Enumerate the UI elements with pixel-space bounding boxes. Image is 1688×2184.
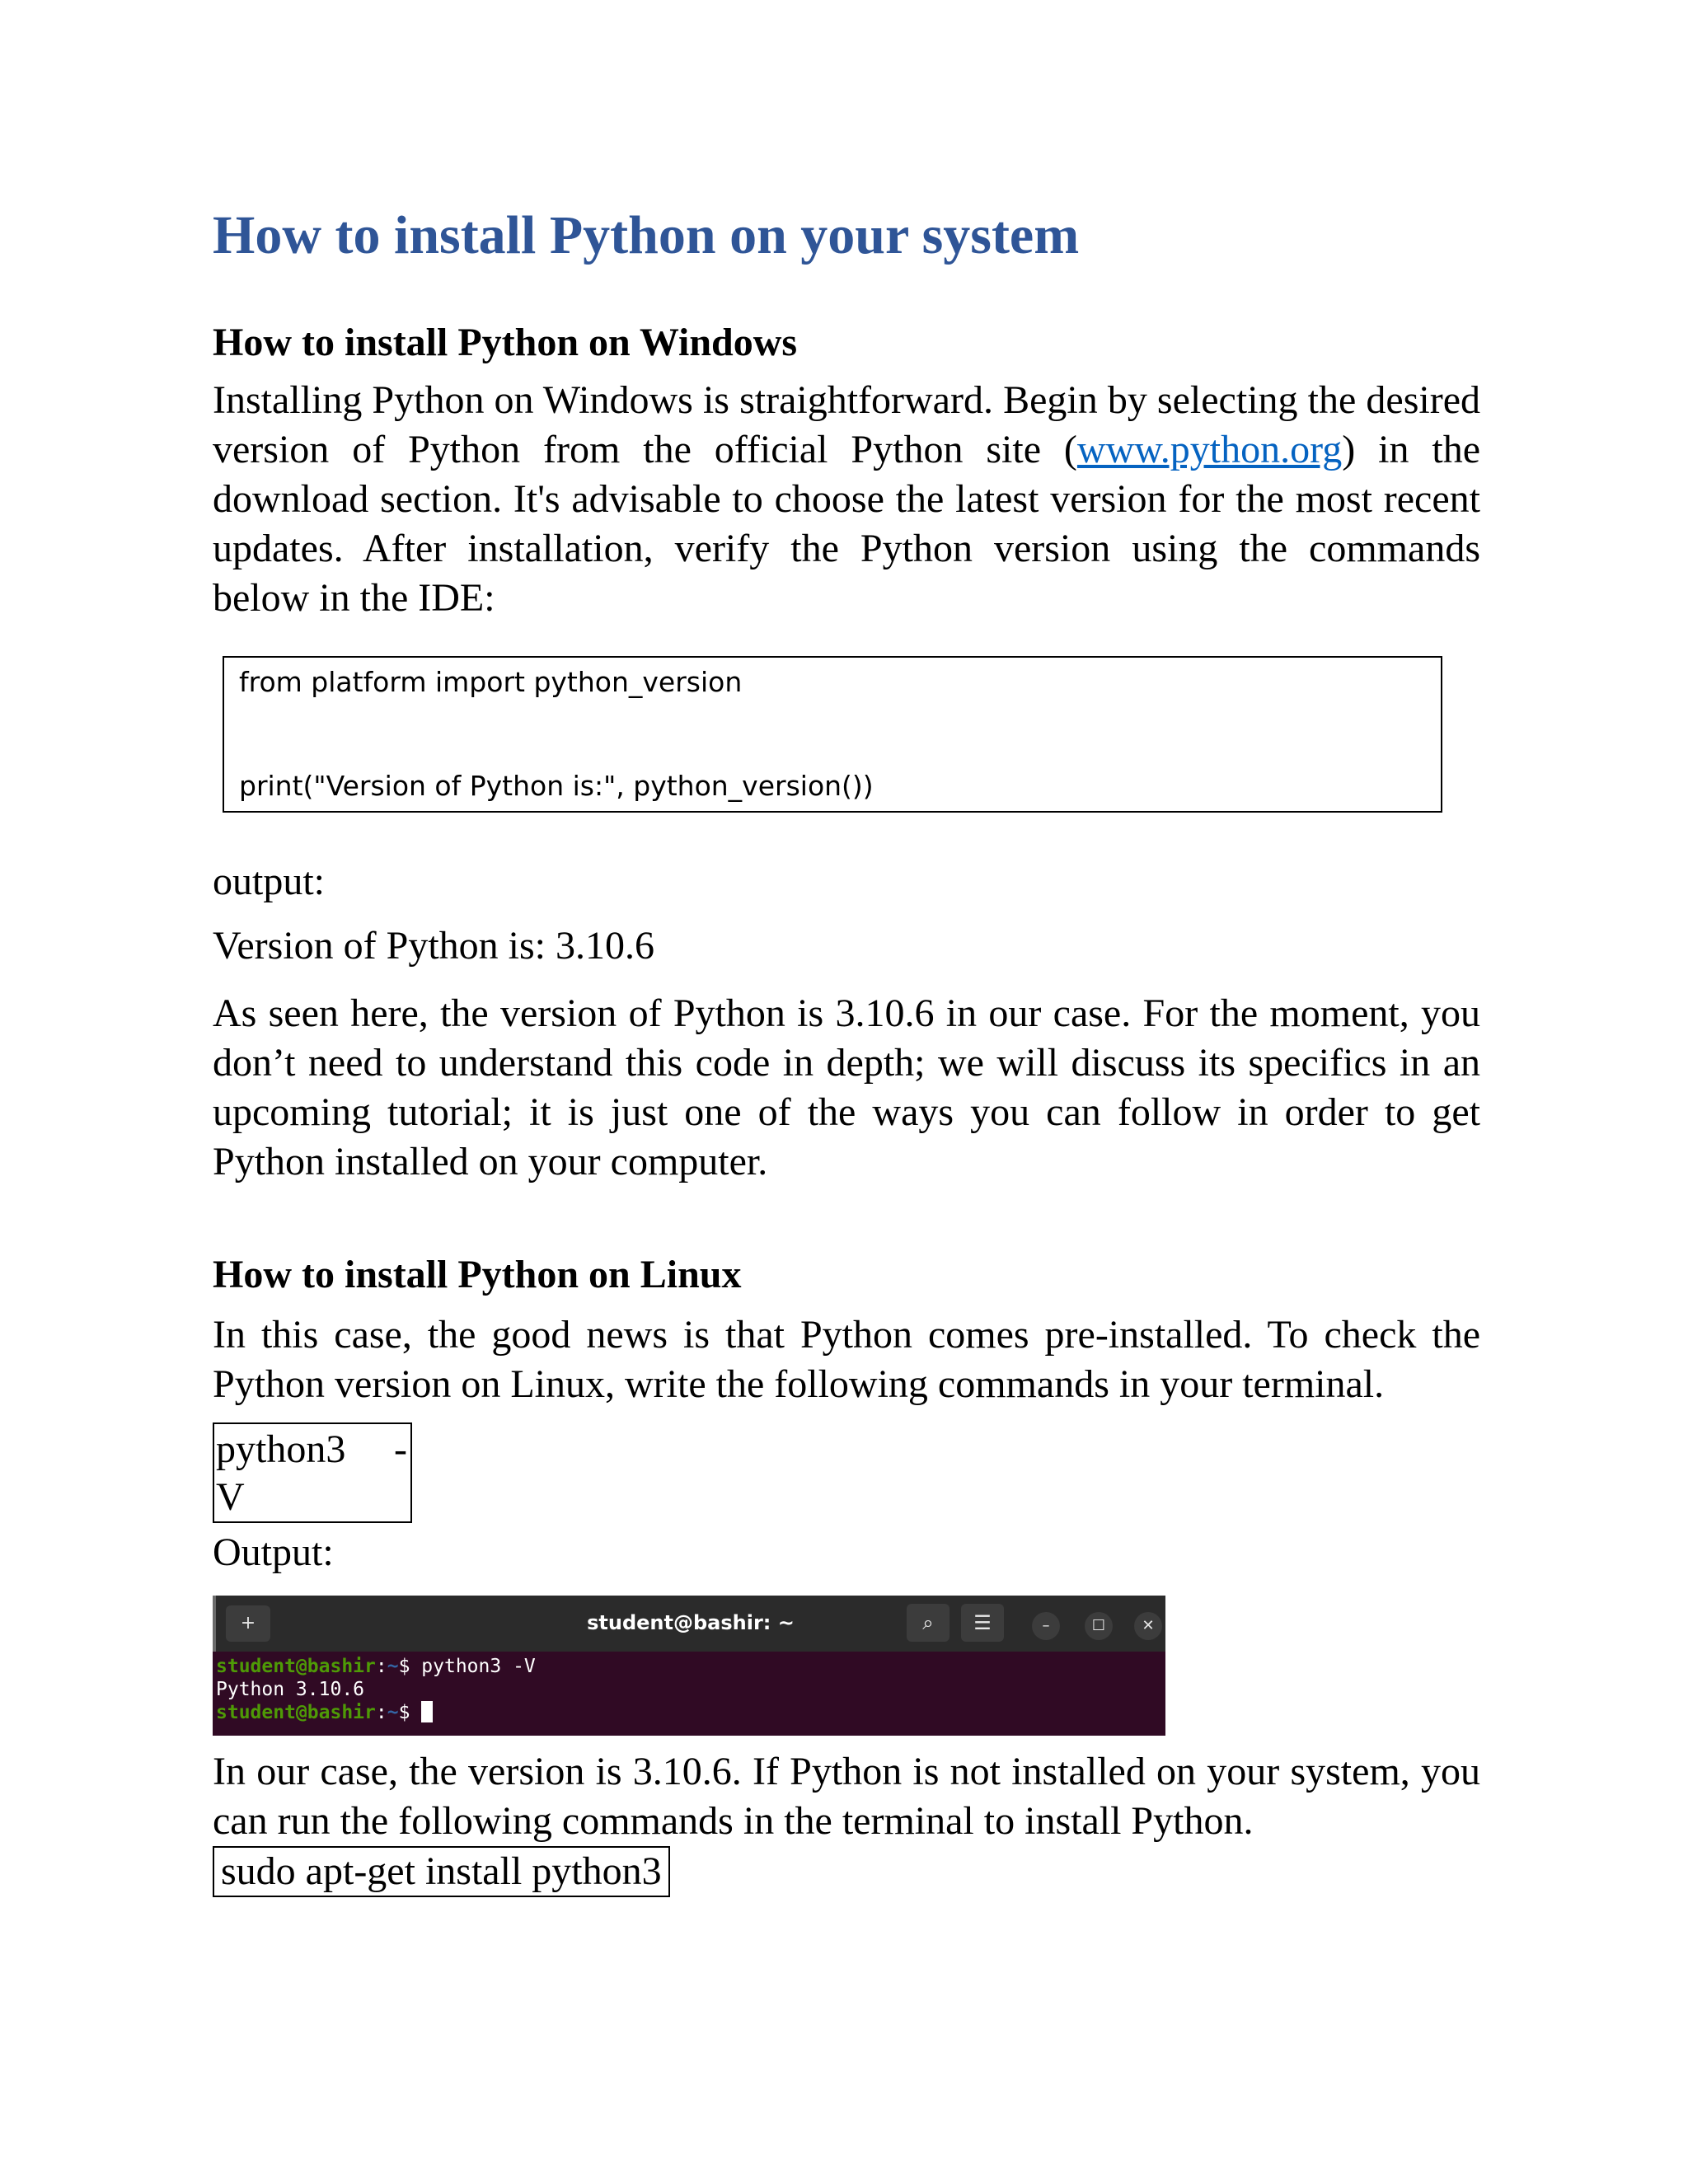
menu-icon[interactable]: ☰ bbox=[961, 1604, 1004, 1642]
windows-section bbox=[213, 319, 1480, 1188]
page-title: How to install Python on your system bbox=[213, 205, 1080, 265]
output-value: Version of Python is: 3.10.6 bbox=[213, 924, 655, 968]
terminal-title-bar bbox=[213, 1596, 1165, 1652]
maximize-icon[interactable]: ☐ bbox=[1085, 1612, 1113, 1640]
linux-heading: How to install Python on Linux bbox=[213, 1253, 742, 1297]
prompt-sep-2: : bbox=[375, 1701, 387, 1723]
linux-output-label: Output: bbox=[213, 1530, 334, 1574]
windows-intro-paragraph bbox=[213, 376, 1480, 623]
prompt-user: student@bashir bbox=[216, 1655, 376, 1677]
closing-paragraph: In our case, the version is 3.10.6. If Python is not installed on your system, you can run the following commands in the terminal to install Python. bbox=[213, 1749, 1480, 1843]
windows-intro-text-before: Installing Python on Windows is straightforward. Begin by selecting the desired version of Python from the official Python site ( bbox=[213, 378, 1480, 472]
code-snippet-box bbox=[223, 656, 1442, 813]
install-command-box: sudo apt-get install python3 bbox=[213, 1846, 670, 1897]
terminal-line-result: Python 3.10.6 bbox=[216, 1678, 365, 1700]
prompt-symbol-2: $ bbox=[398, 1701, 422, 1723]
minimize-icon[interactable]: – bbox=[1032, 1612, 1060, 1640]
output-label: output: bbox=[213, 860, 326, 904]
version-command-line1: python3 - bbox=[216, 1427, 407, 1471]
version-command-box bbox=[213, 1422, 412, 1523]
terminal-screenshot bbox=[213, 1596, 1165, 1736]
terminal-command: python3 -V bbox=[421, 1655, 536, 1677]
prompt-user-2: student@bashir bbox=[216, 1701, 376, 1723]
prompt-path: ~ bbox=[387, 1655, 399, 1677]
terminal-line-prompt bbox=[216, 1701, 536, 1724]
linux-section bbox=[213, 1251, 1480, 1897]
terminal-title: student@bashir: ~ bbox=[587, 1610, 795, 1634]
terminal-output bbox=[216, 1655, 536, 1724]
search-icon[interactable]: ⌕ bbox=[907, 1604, 950, 1642]
windows-intro-text-after: ) in the download section. It's advisable to choose the latest version for the most recent updates. After installation, verify the Python version using the commands below in the IDE: bbox=[213, 428, 1481, 621]
linux-intro-paragraph: In this case, the good news is that Python comes pre-installed. To check the Python version on Linux, write the following commands in your terminal. bbox=[213, 1312, 1480, 1406]
prompt-sep: : bbox=[375, 1655, 387, 1677]
prompt-symbol: $ bbox=[398, 1655, 422, 1677]
new-tab-icon[interactable]: + bbox=[226, 1605, 270, 1642]
document-page bbox=[213, 206, 1480, 1897]
python-org-link[interactable]: www.python.org bbox=[1076, 428, 1343, 472]
code-line-print: print("Version of Python is:", python_version()) bbox=[239, 770, 874, 803]
explanation-paragraph: As seen here, the version of Python is 3.10.6 in our case. For the moment, you don’t need to understand this code in depth; we will discuss its specifics in an upcoming tutorial; it is just one of the ways you can follow in order to get Python installed on your computer. bbox=[213, 991, 1480, 1184]
terminal-cursor bbox=[421, 1701, 433, 1722]
prompt-path-2: ~ bbox=[387, 1701, 399, 1723]
code-line-import: from platform import python_version bbox=[239, 666, 743, 699]
version-command-line2: V bbox=[216, 1474, 245, 1519]
close-icon[interactable]: ✕ bbox=[1134, 1612, 1162, 1640]
windows-heading: How to install Python on Windows bbox=[213, 320, 798, 364]
terminal-line-command bbox=[216, 1655, 536, 1678]
